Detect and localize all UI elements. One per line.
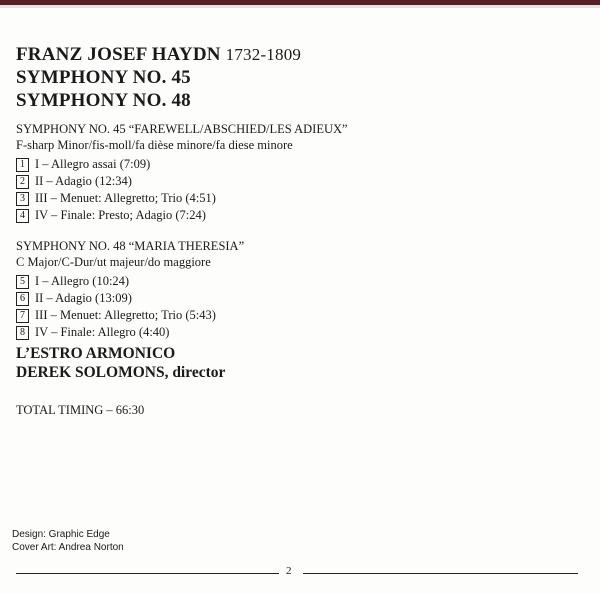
track-row	[16, 274, 129, 289]
track-row	[16, 308, 216, 323]
track-title: II – Adagio (12:34)	[35, 174, 132, 188]
track-number: 1	[16, 158, 29, 172]
track-title: I – Allegro (10:24)	[35, 274, 130, 288]
design-credit: Design: Graphic Edge	[12, 529, 110, 540]
cover-art-credit: Cover Art: Andrea Norton	[12, 542, 124, 553]
track-row	[16, 174, 132, 189]
composer-heading	[16, 44, 301, 66]
composer-years: 1732-1809	[225, 45, 302, 64]
director-name: DEREK SOLOMONS, director	[16, 364, 226, 381]
track-row	[16, 191, 216, 206]
track-row	[16, 208, 206, 223]
track-title: III – Menuet: Allegretto; Trio (5:43)	[35, 308, 216, 322]
symphony-48-key: C Major/C-Dur/ut majeur/do maggiore	[16, 255, 211, 269]
page-number: 2	[286, 565, 292, 577]
track-row	[16, 157, 150, 172]
total-timing: TOTAL TIMING – 66:30	[16, 403, 145, 417]
track-number: 7	[16, 309, 29, 323]
track-title: IV – Finale: Presto; Adagio (7:24)	[35, 208, 206, 222]
footer-rule-left	[16, 573, 279, 574]
footer-rule-right	[303, 573, 578, 574]
symphony-45-key: F-sharp Minor/fis-moll/fa dièse minore/fa diese minore	[16, 138, 293, 152]
track-number: 2	[16, 175, 29, 189]
track-number: 5	[16, 275, 29, 289]
track-title: I – Allegro assai (7:09)	[35, 157, 151, 171]
track-number: 3	[16, 192, 29, 206]
symphony-48-heading: SYMPHONY NO. 48	[16, 90, 191, 111]
track-title: II – Adagio (13:09)	[35, 291, 132, 305]
symphony-45-title: SYMPHONY NO. 45 “FAREWELL/ABSCHIED/LES ADIEUX”	[16, 122, 348, 136]
track-number: 8	[16, 326, 29, 340]
track-row	[16, 325, 169, 340]
track-number: 6	[16, 292, 29, 306]
symphony-45-heading: SYMPHONY NO. 45	[16, 67, 191, 88]
track-title: IV – Finale: Allegro (4:40)	[35, 325, 170, 339]
track-title: III – Menuet: Allegretto; Trio (4:51)	[35, 191, 216, 205]
track-number: 4	[16, 209, 29, 223]
composer-name: FRANZ JOSEF HAYDN	[16, 44, 221, 65]
symphony-48-title: SYMPHONY NO. 48 “MARIA THERESIA”	[16, 239, 245, 253]
track-row	[16, 291, 132, 306]
ensemble-name: L’ESTRO ARMONICO	[16, 345, 176, 362]
